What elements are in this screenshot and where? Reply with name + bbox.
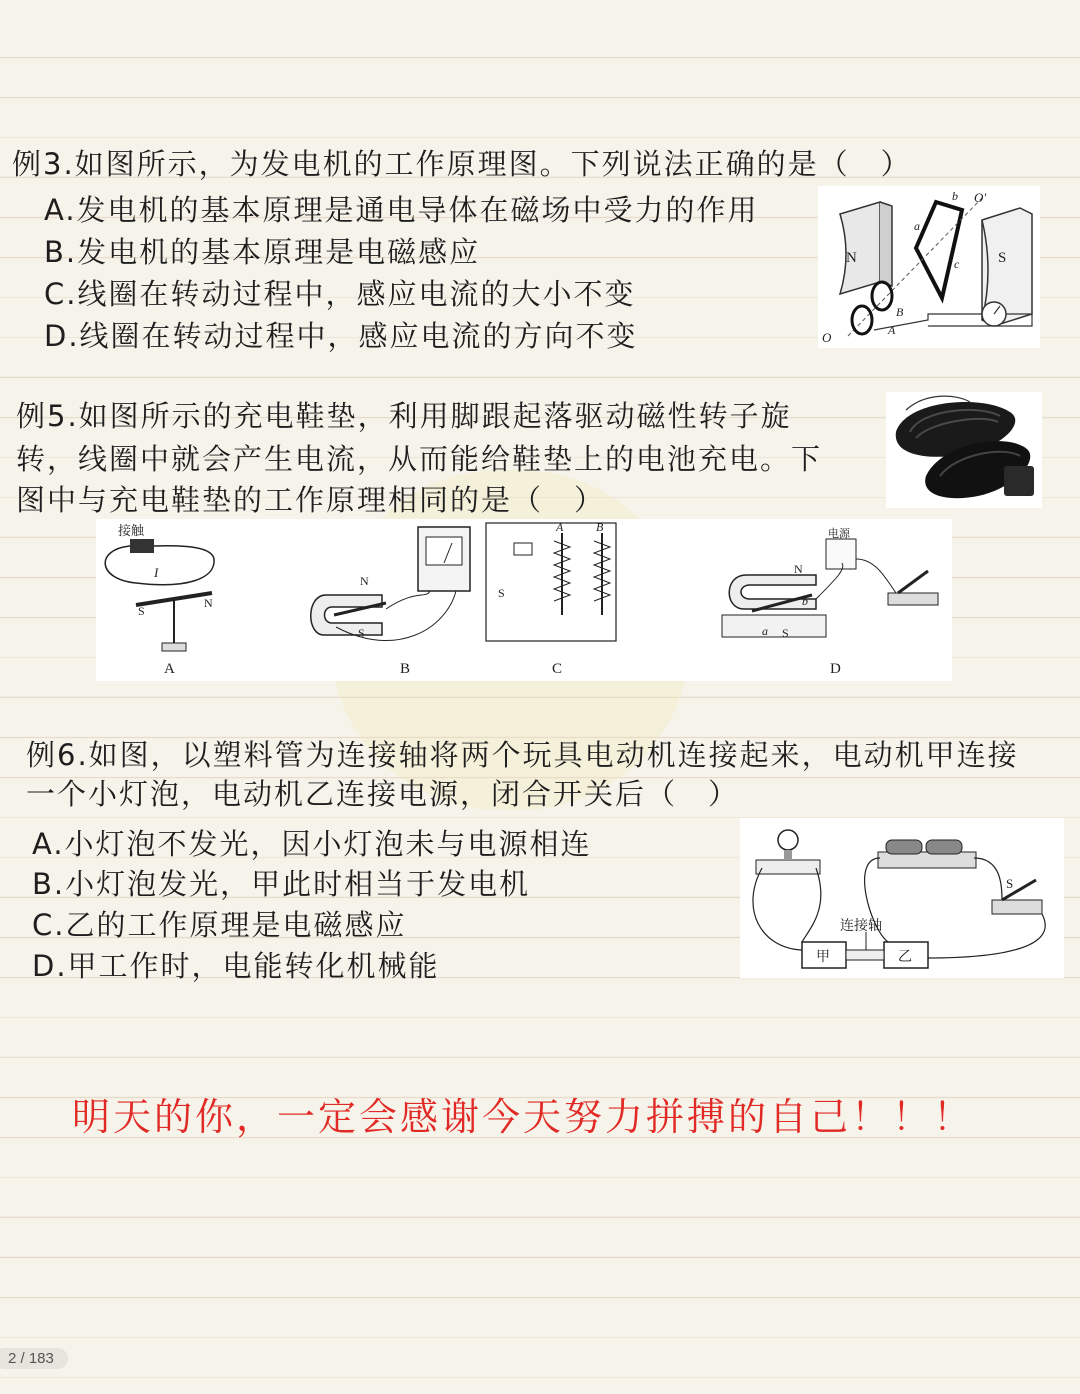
option-b-diagram [311,527,470,677]
motor-yi-label: 乙 [898,950,912,965]
option-a-diagram [105,523,214,677]
label-b: b [952,189,958,203]
q3-generator-figure [818,186,1040,348]
caption-d: D [830,661,841,677]
coil-a-label: A [556,520,564,534]
q5-line-1: 例5.如图所示的充电鞋垫，利用脚跟起落驱动磁性转子旋 [16,399,792,433]
label-O-prime: O′ [974,190,987,205]
q3-option-b: B.发电机的基本原理是电磁感应 [44,235,481,269]
q6-option-c: C.乙的工作原理是电磁感应 [32,908,407,942]
label-a: a [914,219,920,233]
rod-b-label: b [802,594,808,608]
needle-s-label: S [138,604,145,618]
magnet-d-n: N [794,562,803,576]
caption-a: A [164,661,175,677]
contact-label: 接触 [118,523,145,538]
option-d-diagram [722,526,938,677]
label-O: O [822,330,832,345]
q5-insole-photo [886,392,1042,508]
motivational-motto: 明天的你，一定会感谢今天努力拼搏的自己！！！ [72,1095,975,1139]
q5-line-3: 图中与充电鞋垫的工作原理相同的是（ ） [16,483,606,517]
coil-b-label: B [596,520,604,534]
caption-b: B [400,661,411,677]
q3-option-c: C.线圈在转动过程中，感应电流的大小不变 [44,277,636,311]
axis-label: 连接轴 [840,919,882,934]
q5-line-2: 转，线圈中就会产生电流，从而能给鞋垫上的电池充电。下 [16,442,823,476]
option-c-diagram [486,520,616,677]
magnet-s-label: S [998,250,1007,266]
label-B: B [896,305,904,319]
q6-option-b: B.小灯泡发光，甲此时相当于发电机 [32,867,531,901]
switch-s-label: S [1006,876,1014,891]
q6-line-1: 例6.如图，以塑料管为连接轴将两个玩具电动机连接起来，电动机甲连接 [26,738,1019,772]
q3-option-d: D.线圈在转动过程中，感应电流的方向不变 [44,319,638,353]
power-label: 电源 [828,528,850,540]
caption-c: C [552,661,563,677]
needle-n-label: N [204,596,213,610]
motor-jia-label: 甲 [816,950,830,965]
switch-c-label: S [498,586,505,600]
page-indicator: 2 / 183 [0,1348,68,1369]
magnet-b-n: N [360,574,369,588]
current-label: I [154,565,159,580]
q6-motor-figure [740,818,1064,978]
q3-title: 例3.如图所示，为发电机的工作原理图。下列说法正确的是（ ） [12,147,912,181]
rod-a-label: a [762,624,768,638]
q6-option-d: D.甲工作时，电能转化机械能 [32,949,440,983]
label-A: A [888,323,896,337]
label-c: c [954,257,960,271]
magnet-n-label: N [846,250,857,266]
q3-option-a: A.发电机的基本原理是通电导体在磁场中受力的作用 [44,193,759,227]
magnet-d-s: S [782,626,789,640]
q6-option-a: A.小灯泡不发光，因小灯泡未与电源相连 [32,827,592,861]
q5-options-figure [96,519,952,681]
magnet-b-s: S [358,626,365,640]
q6-line-2: 一个小灯泡，电动机乙连接电源，闭合开关后（ ） [26,777,740,811]
